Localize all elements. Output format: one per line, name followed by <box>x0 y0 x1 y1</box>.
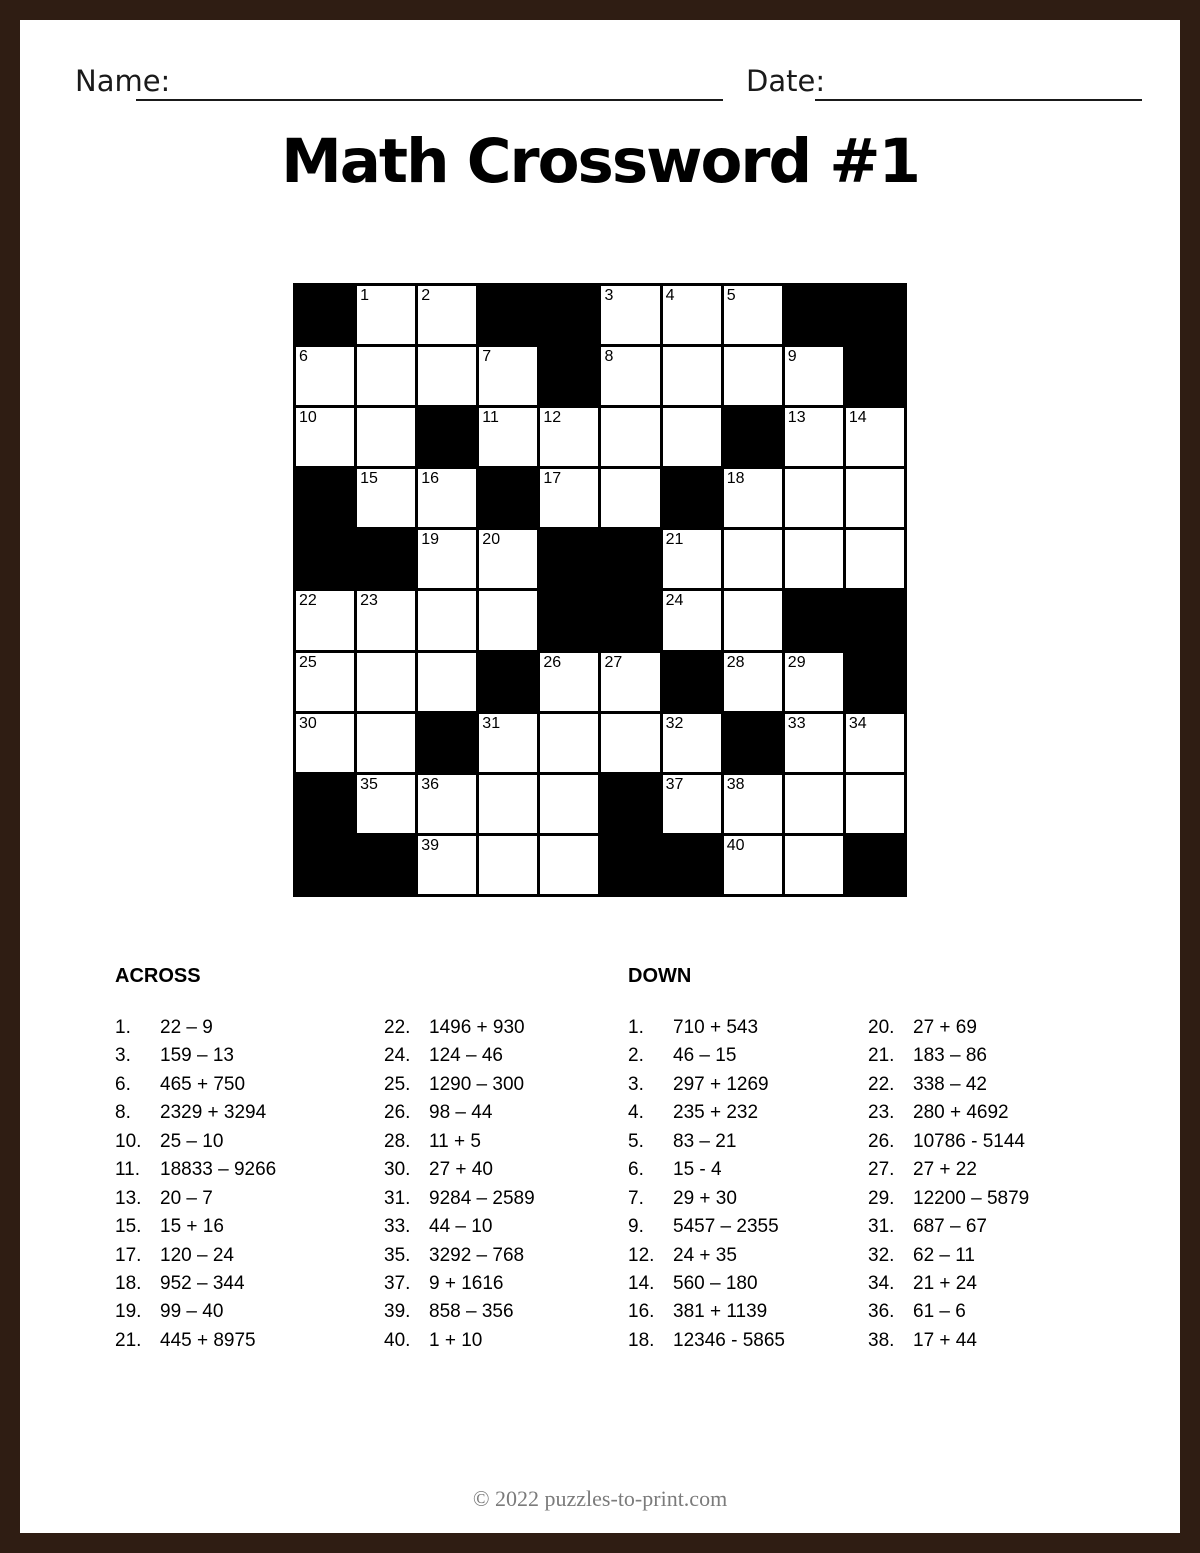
clue-text: 297 + 1269 <box>673 1073 769 1095</box>
cell-number: 14 <box>848 409 867 427</box>
clue-number: 11. <box>115 1159 141 1181</box>
grid-cell <box>540 836 598 894</box>
grid-cell <box>663 347 721 405</box>
grid-cell <box>357 469 415 527</box>
clue-number: 30. <box>384 1159 411 1181</box>
clue-text: 9284 – 2589 <box>429 1187 535 1209</box>
grid-cell <box>601 347 659 405</box>
cell-number: 35 <box>360 775 378 793</box>
clue-text: 24 + 35 <box>673 1244 737 1266</box>
clue-number: 36. <box>868 1301 895 1323</box>
cell-number: 23 <box>360 592 378 610</box>
grid-cell <box>663 286 721 344</box>
grid-cell <box>785 530 843 588</box>
footer-copyright: © 2022 puzzles-to-print.com <box>472 1486 728 1511</box>
grid-cell-black <box>418 714 476 772</box>
grid-cell <box>540 775 598 833</box>
clue-number: 14. <box>628 1272 655 1294</box>
clue-number: 22. <box>384 1017 411 1038</box>
grid-cell <box>663 530 721 588</box>
clue-number: 17. <box>115 1244 142 1266</box>
cell-number: 20 <box>482 531 501 549</box>
grid-cell-black <box>663 469 721 527</box>
clue-number: 26. <box>384 1102 411 1124</box>
grid-cell <box>418 469 476 527</box>
cell-number: 26 <box>543 653 562 671</box>
grid-cell <box>601 714 659 772</box>
clue-text: 27 + 22 <box>913 1159 977 1181</box>
clue-item <box>868 1159 1029 1187</box>
cell-number: 30 <box>299 714 317 732</box>
clue-number: 38. <box>868 1329 895 1351</box>
grid-cell <box>724 347 782 405</box>
grid-cell <box>846 530 904 588</box>
grid-cell-black <box>785 286 843 344</box>
clue-item <box>628 1159 785 1187</box>
clue-item <box>115 1102 276 1130</box>
cell-number: 32 <box>665 714 684 732</box>
cell-number: 25 <box>299 653 317 671</box>
clue-text: 5457 – 2355 <box>673 1216 779 1238</box>
grid-cell <box>296 408 354 466</box>
clue-text: 120 – 24 <box>160 1244 234 1266</box>
clue-number: 18. <box>628 1329 655 1351</box>
clue-item <box>115 1330 276 1358</box>
grid-cell <box>785 408 843 466</box>
grid-cell-black <box>846 286 904 344</box>
clue-number: 15. <box>115 1216 142 1238</box>
cell-number: 27 <box>604 653 623 671</box>
clue-text: 381 + 1139 <box>673 1301 768 1323</box>
clue-item <box>628 1245 785 1273</box>
clue-text: 29 + 30 <box>673 1187 737 1209</box>
clue-text: 159 – 13 <box>160 1045 234 1067</box>
clue-number: 23. <box>868 1102 895 1124</box>
clue-text: 560 – 180 <box>673 1272 758 1294</box>
grid-cell <box>846 408 904 466</box>
name-blank-line <box>136 99 723 101</box>
cell-number: 38 <box>726 775 745 793</box>
cell-number: 2 <box>421 287 431 304</box>
cell-number: 1 <box>360 287 369 304</box>
clue-text: 25 – 10 <box>160 1130 224 1152</box>
date-label: Date: <box>746 64 826 98</box>
clue-number: 32. <box>868 1244 895 1266</box>
clue-text: 12346 - 5865 <box>673 1329 785 1351</box>
clue-item <box>384 1273 535 1301</box>
cell-number: 21 <box>665 531 684 549</box>
grid-cell-black <box>601 591 659 649</box>
grid-cell <box>663 775 721 833</box>
clue-item <box>628 1074 785 1102</box>
grid-cell <box>479 775 537 833</box>
grid-cell <box>540 408 598 466</box>
grid-cell-black <box>296 469 354 527</box>
across-clues-column-2 <box>384 1017 535 1358</box>
grid-cell <box>357 775 415 833</box>
clue-text: 27 + 69 <box>913 1017 977 1038</box>
clue-item <box>628 1131 785 1159</box>
clue-text: 98 – 44 <box>429 1102 493 1124</box>
clue-text: 1496 + 930 <box>429 1017 525 1038</box>
clue-text: 1 + 10 <box>429 1329 483 1351</box>
clue-text: 10786 - 5144 <box>913 1130 1025 1152</box>
grid-cell <box>357 286 415 344</box>
grid-cell-black <box>357 836 415 894</box>
clue-item <box>628 1045 785 1073</box>
clue-item <box>115 1131 276 1159</box>
clue-item <box>868 1045 1029 1073</box>
cell-number: 4 <box>665 287 675 304</box>
clue-text: 44 – 10 <box>429 1216 493 1238</box>
clue-item <box>384 1188 535 1216</box>
clue-number: 10. <box>115 1130 142 1152</box>
clue-item <box>384 1017 535 1045</box>
grid-cell <box>724 836 782 894</box>
grid-cell-black <box>418 408 476 466</box>
clue-item <box>868 1102 1029 1130</box>
clue-text: 235 + 232 <box>673 1102 759 1124</box>
grid-cell-black <box>479 469 537 527</box>
clue-number: 25. <box>384 1073 411 1095</box>
clue-number: 19. <box>115 1301 142 1323</box>
clue-number: 1. <box>628 1017 644 1038</box>
grid-cell <box>846 469 904 527</box>
clue-text: 465 + 750 <box>160 1073 246 1095</box>
clue-item <box>384 1216 535 1244</box>
grid-cell <box>601 653 659 711</box>
clue-number: 4. <box>628 1102 644 1124</box>
clue-item <box>868 1273 1029 1301</box>
grid-cell <box>418 836 476 894</box>
clue-text: 338 – 42 <box>913 1073 987 1095</box>
clue-item <box>115 1045 276 1073</box>
clue-text: 27 + 40 <box>429 1159 493 1181</box>
cell-number: 36 <box>421 775 439 793</box>
grid-cell-black <box>479 653 537 711</box>
cell-number: 3 <box>604 287 614 304</box>
clue-number: 22. <box>868 1073 895 1095</box>
grid-cell <box>479 408 537 466</box>
grid-cell <box>296 591 354 649</box>
cell-number: 29 <box>787 653 806 671</box>
grid-cell-black <box>846 653 904 711</box>
clue-item <box>868 1017 1029 1045</box>
cell-number: 13 <box>787 409 806 427</box>
grid-cell-black <box>540 591 598 649</box>
cell-number: 37 <box>665 775 684 793</box>
clue-item <box>115 1017 276 1045</box>
clue-number: 27. <box>868 1159 895 1181</box>
clue-text: 61 – 6 <box>913 1301 966 1323</box>
grid-cell-black <box>601 836 659 894</box>
grid-cell-black <box>540 347 598 405</box>
clue-text: 124 – 46 <box>429 1045 503 1067</box>
grid-cell-black <box>663 653 721 711</box>
grid-cell-black <box>846 591 904 649</box>
down-heading: DOWN <box>628 965 692 987</box>
clue-number: 9. <box>628 1216 644 1238</box>
grid-cell <box>479 591 537 649</box>
clue-item <box>384 1301 535 1329</box>
clue-number: 31. <box>868 1216 895 1238</box>
clue-number: 18. <box>115 1272 142 1294</box>
date-blank-line <box>815 99 1142 101</box>
down-clues-column-2 <box>868 1017 1029 1358</box>
grid-cell-black <box>846 347 904 405</box>
grid-cell-black <box>296 286 354 344</box>
grid-cell <box>418 775 476 833</box>
clue-number: 12. <box>628 1244 655 1266</box>
grid-cell <box>785 653 843 711</box>
clue-number: 6. <box>628 1159 644 1181</box>
grid-cell <box>418 653 476 711</box>
grid-cell <box>724 775 782 833</box>
grid-cell-black <box>540 286 598 344</box>
grid-cell <box>296 653 354 711</box>
clue-number: 34. <box>868 1272 895 1294</box>
clue-text: 46 – 15 <box>673 1045 737 1067</box>
clue-item <box>628 1273 785 1301</box>
grid-cell <box>296 347 354 405</box>
across-heading: ACROSS <box>115 965 201 987</box>
grid-cell <box>724 530 782 588</box>
grid-cell <box>846 714 904 772</box>
grid-cell <box>296 714 354 772</box>
clue-number: 24. <box>384 1045 411 1067</box>
grid-cell <box>479 347 537 405</box>
page-title: Math Crossword #1 <box>281 126 919 197</box>
clue-text: 2329 + 3294 <box>160 1102 267 1124</box>
clue-item <box>868 1330 1029 1358</box>
cell-number: 40 <box>726 836 745 854</box>
grid-cell <box>479 714 537 772</box>
clue-item <box>115 1273 276 1301</box>
down-clues-column-1 <box>628 1017 785 1358</box>
clue-number: 31. <box>384 1187 411 1209</box>
cell-number: 22 <box>299 592 317 610</box>
clue-item <box>868 1301 1029 1329</box>
clue-text: 183 – 86 <box>913 1045 987 1067</box>
grid-cell <box>724 653 782 711</box>
grid-cell <box>785 775 843 833</box>
cell-number: 5 <box>726 287 736 304</box>
grid-cell-black <box>357 530 415 588</box>
grid-cell <box>601 469 659 527</box>
grid-cell <box>418 347 476 405</box>
grid-cell <box>601 408 659 466</box>
clue-item <box>384 1159 535 1187</box>
grid-cell <box>357 408 415 466</box>
cell-number: 31 <box>482 714 501 732</box>
cell-number: 12 <box>543 409 562 427</box>
grid-cell-black <box>663 836 721 894</box>
clue-item <box>384 1102 535 1130</box>
grid-cell <box>663 714 721 772</box>
grid-cell-black <box>296 530 354 588</box>
clue-text: 17 + 44 <box>913 1329 977 1351</box>
clue-number: 21. <box>115 1329 142 1351</box>
grid-cell-black <box>724 714 782 772</box>
clue-number: 2. <box>628 1045 644 1067</box>
cell-number: 6 <box>299 348 308 366</box>
name-label: Name: <box>75 64 171 98</box>
clue-text: 11 + 5 <box>429 1130 481 1152</box>
grid-cell <box>357 653 415 711</box>
grid-cell <box>785 714 843 772</box>
clue-item <box>115 1301 276 1329</box>
cell-number: 28 <box>726 653 745 671</box>
clue-item <box>868 1131 1029 1159</box>
grid-cell <box>357 347 415 405</box>
grid-cell <box>540 653 598 711</box>
cell-number: 16 <box>421 470 439 488</box>
crossword-grid <box>293 283 907 897</box>
grid-cell <box>724 469 782 527</box>
cell-number: 33 <box>787 714 806 732</box>
cell-number: 39 <box>421 836 439 854</box>
clue-number: 26. <box>868 1130 895 1152</box>
clue-number: 29. <box>868 1187 895 1209</box>
grid-cell-black <box>479 286 537 344</box>
clue-item <box>115 1245 276 1273</box>
cell-number: 24 <box>665 592 684 610</box>
grid-cell-black <box>601 530 659 588</box>
clue-text: 9 + 1616 <box>429 1272 504 1294</box>
grid-cell <box>785 836 843 894</box>
clue-text: 12200 – 5879 <box>913 1187 1030 1209</box>
clue-number: 16. <box>628 1301 655 1323</box>
clue-number: 28. <box>384 1130 411 1152</box>
clue-text: 83 – 21 <box>673 1130 737 1152</box>
cell-number: 18 <box>726 470 745 488</box>
clue-number: 6. <box>115 1073 131 1095</box>
clue-text: 62 – 11 <box>913 1244 975 1266</box>
grid-cell-black <box>296 836 354 894</box>
clue-text: 15 - 4 <box>673 1159 722 1181</box>
clue-text: 952 – 344 <box>160 1272 245 1294</box>
cell-number: 11 <box>482 409 499 427</box>
clue-number: 40. <box>384 1329 411 1351</box>
grid-cell-black <box>846 836 904 894</box>
clue-item <box>384 1131 535 1159</box>
grid-cell <box>785 469 843 527</box>
grid-cell <box>601 286 659 344</box>
clue-item <box>628 1330 785 1358</box>
grid-cell <box>418 286 476 344</box>
grid-cell <box>724 591 782 649</box>
clue-item <box>115 1216 276 1244</box>
clue-text: 280 + 4692 <box>913 1102 1009 1124</box>
cell-number: 19 <box>421 531 439 549</box>
clue-number: 7. <box>628 1187 644 1209</box>
cell-number: 9 <box>787 348 797 366</box>
cell-number: 8 <box>604 348 614 366</box>
clue-number: 1. <box>115 1017 131 1038</box>
clue-item <box>868 1188 1029 1216</box>
clue-item <box>628 1216 785 1244</box>
clue-item <box>628 1102 785 1130</box>
grid-cell-black <box>296 775 354 833</box>
clue-text: 99 – 40 <box>160 1301 224 1323</box>
clue-item <box>115 1159 276 1187</box>
cell-number: 7 <box>482 348 492 366</box>
grid-cell <box>724 286 782 344</box>
clue-item <box>628 1301 785 1329</box>
grid-cell <box>663 591 721 649</box>
clue-number: 5. <box>628 1130 644 1152</box>
clue-number: 39. <box>384 1301 411 1323</box>
grid-cell <box>357 591 415 649</box>
clue-item <box>384 1245 535 1273</box>
grid-cell <box>418 591 476 649</box>
clue-text: 18833 – 9266 <box>160 1159 277 1181</box>
clue-item <box>628 1188 785 1216</box>
grid-cell <box>357 714 415 772</box>
clue-number: 33. <box>384 1216 411 1238</box>
across-clues-column-1 <box>115 1017 276 1358</box>
clue-item <box>384 1045 535 1073</box>
clue-text: 22 – 9 <box>160 1017 213 1038</box>
cell-number: 10 <box>299 409 317 427</box>
clue-number: 20. <box>868 1017 895 1038</box>
grid-cell <box>846 775 904 833</box>
clue-item <box>868 1245 1029 1273</box>
clue-number: 3. <box>628 1073 644 1095</box>
grid-cell <box>540 469 598 527</box>
clue-number: 3. <box>115 1045 131 1067</box>
grid-cell-black <box>724 408 782 466</box>
clue-item <box>115 1188 276 1216</box>
grid-cell <box>479 530 537 588</box>
clue-text: 20 – 7 <box>160 1187 213 1209</box>
grid-cell <box>663 408 721 466</box>
grid-cell <box>479 836 537 894</box>
clue-text: 858 – 356 <box>429 1301 514 1323</box>
clue-item <box>628 1017 785 1045</box>
clue-text: 3292 – 768 <box>429 1244 525 1266</box>
clue-item <box>868 1216 1029 1244</box>
clue-number: 13. <box>115 1187 142 1209</box>
grid-cell <box>540 714 598 772</box>
cell-number: 17 <box>543 470 562 488</box>
clue-text: 1290 – 300 <box>429 1073 525 1095</box>
clue-text: 687 – 67 <box>913 1216 987 1238</box>
clue-item <box>115 1074 276 1102</box>
clue-number: 35. <box>384 1244 411 1266</box>
clue-item <box>384 1330 535 1358</box>
grid-cell-black <box>785 591 843 649</box>
grid-cell <box>418 530 476 588</box>
clue-text: 445 + 8975 <box>160 1329 256 1351</box>
clue-text: 710 + 543 <box>673 1017 759 1038</box>
clue-item <box>384 1074 535 1102</box>
clue-number: 37. <box>384 1272 411 1294</box>
clue-text: 15 + 16 <box>160 1216 224 1238</box>
grid-cell <box>785 347 843 405</box>
clue-item <box>868 1074 1029 1102</box>
cell-number: 15 <box>360 470 378 488</box>
grid-cell-black <box>601 775 659 833</box>
clue-number: 8. <box>115 1102 131 1124</box>
clue-text: 21 + 24 <box>913 1272 977 1294</box>
clue-number: 21. <box>868 1045 895 1067</box>
grid-cell-black <box>540 530 598 588</box>
cell-number: 34 <box>848 714 867 732</box>
